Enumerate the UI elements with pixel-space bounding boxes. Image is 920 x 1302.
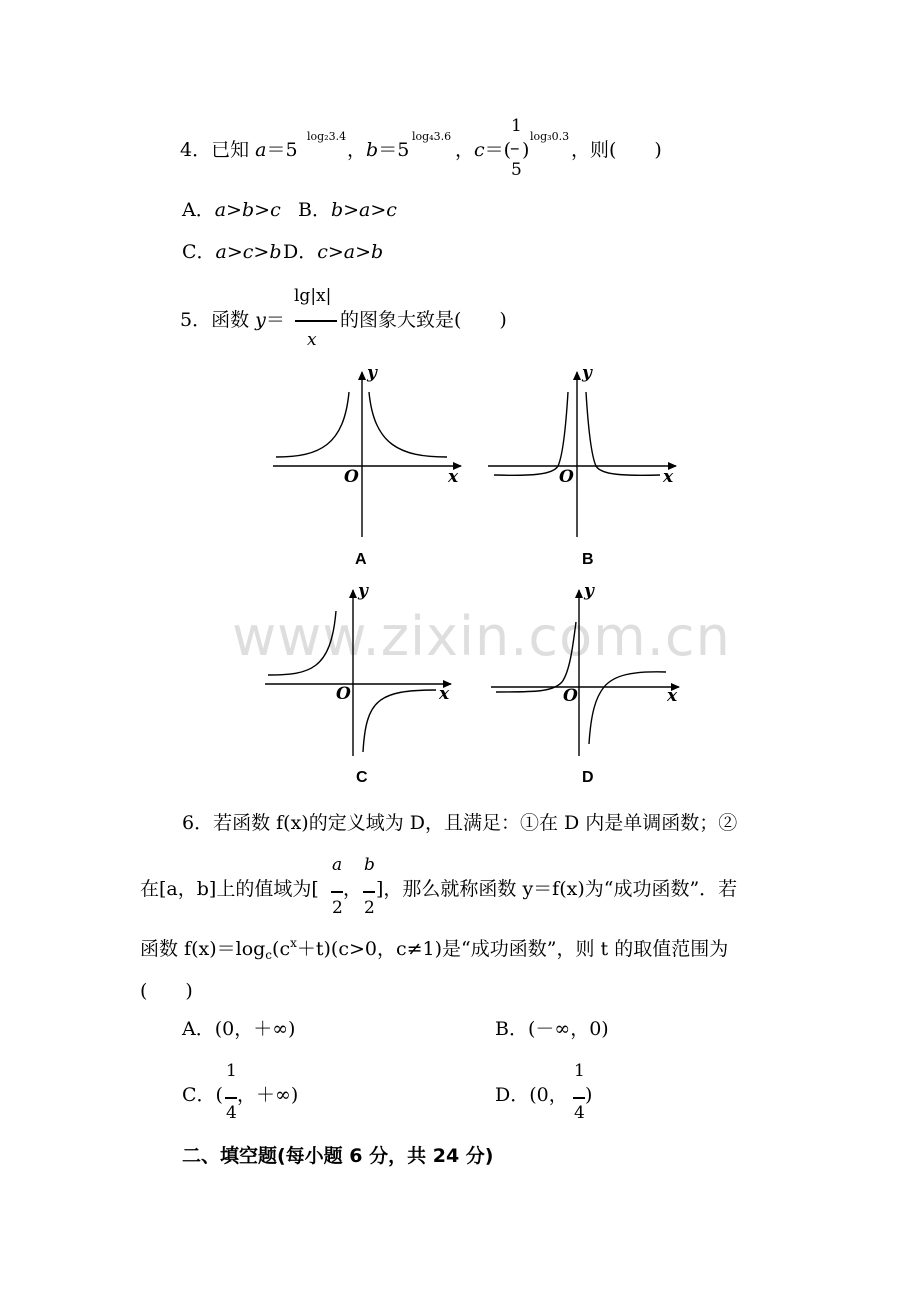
graph-c-x-label: x: [439, 684, 450, 704]
q6-line-1: 6．若函数 f(x)的定义域为 D，且满足：①在 D 内是单调函数；②: [182, 812, 738, 834]
graph-c-origin-label: O: [336, 684, 351, 704]
graph-c-caption: C: [356, 769, 368, 786]
q4-frac-bar: –: [510, 137, 520, 159]
q6-option-d-den: 4: [574, 1103, 585, 1123]
q6-option-c-den: 4: [226, 1103, 237, 1123]
graph-d-y-label: y: [584, 581, 594, 601]
q6-frac-a-num: a: [332, 855, 343, 875]
graph-c-y-label: y: [358, 581, 368, 601]
q5-frac-num: lg|x|: [294, 286, 332, 306]
graph-a-y-label: y: [367, 363, 377, 383]
graph-b: [488, 372, 676, 537]
q6-option-a: A．(0，＋∞): [182, 1018, 296, 1040]
graph-b-curve-left: [494, 392, 568, 475]
graph-a: [273, 372, 461, 537]
q4-exp-c: log₃0.3: [530, 130, 570, 143]
q6-line-4: ( ): [140, 980, 193, 1002]
graph-d-curve-right: [589, 672, 666, 744]
q6-option-c-bar: [225, 1097, 237, 1099]
graph-c-curve-right: [363, 690, 436, 752]
q6-option-c-post: ，＋∞): [237, 1084, 299, 1106]
graph-a-curve-left: [276, 392, 349, 457]
q6-option-b: B．(－∞，0): [495, 1018, 609, 1040]
graph-a-caption: A: [355, 551, 367, 568]
q4-exp-b: log₄3.6: [412, 130, 452, 143]
q6-comma: ，: [343, 878, 363, 900]
q5-tail: 的图象大致是( ): [340, 309, 507, 331]
graph-b-caption: B: [582, 551, 594, 568]
q6-option-c-num: 1: [226, 1061, 237, 1081]
q4-option-a: A．a>b>c: [182, 199, 281, 221]
q5-frac-den: x: [307, 330, 317, 350]
q6-frac-a-den: 2: [332, 898, 343, 918]
q6-frac-b-bar: [363, 891, 375, 893]
q4-option-b: B．b>a>c: [298, 199, 397, 221]
q6-option-d-pre: D．(0，: [495, 1084, 568, 1106]
graph-b-x-label: x: [663, 467, 674, 487]
graph-d-origin-label: O: [563, 686, 578, 706]
q4-text-c: ，c＝(: [455, 139, 512, 161]
q4-frac-num: 1: [511, 116, 522, 136]
q6-line-2-pre: 在[a，b]上的值域为[: [140, 878, 319, 900]
q6-option-d-post: ): [585, 1084, 593, 1106]
q6-frac-b-den: 2: [364, 898, 375, 918]
q6-option-c-pre: C．(: [182, 1084, 223, 1106]
graph-b-origin-label: O: [559, 467, 574, 487]
q4-frac-den: 5: [511, 160, 522, 180]
q4-close-paren: ): [522, 139, 530, 161]
q4-text-start: 4．已知 a＝5: [180, 139, 298, 161]
q6-frac-a-bar: [331, 891, 343, 893]
q4-tail: ，则( ): [571, 139, 662, 161]
q6-option-d-bar: [573, 1097, 585, 1099]
q4-exp-a: log₂3.4: [307, 130, 347, 143]
q4-option-d: D．c>a>b: [283, 241, 384, 263]
section-2-heading: 二、填空题(每小题 6 分，共 24 分): [182, 1145, 494, 1167]
q6-line-3: 函数 $f(x)=\log_c(c^x+t)(c>0$，c≠1)是“成功函数”，则 t 的取值范围为: [140, 936, 729, 962]
q6-line-2-post: ]，那么就称函数 y＝f(x)为“成功函数”．若: [376, 878, 738, 900]
q4-text-b: ，b＝5: [347, 139, 410, 161]
q4-option-c: C．a>c>b: [182, 241, 282, 263]
graph-a-curve-right: [369, 392, 447, 457]
q6-frac-b-num: b: [364, 855, 375, 875]
q5-text-start: 5．函数 y＝: [180, 309, 285, 331]
graph-a-x-label: x: [448, 467, 459, 487]
q6-option-d-num: 1: [574, 1061, 585, 1081]
graph-d-caption: D: [582, 769, 594, 786]
watermark: www.zixin.com.cn: [232, 605, 731, 668]
graph-a-origin-label: O: [344, 467, 359, 487]
graph-b-y-label: y: [582, 363, 592, 383]
graph-d-x-label: x: [667, 686, 678, 706]
graph-b-curve-right: [586, 392, 660, 475]
